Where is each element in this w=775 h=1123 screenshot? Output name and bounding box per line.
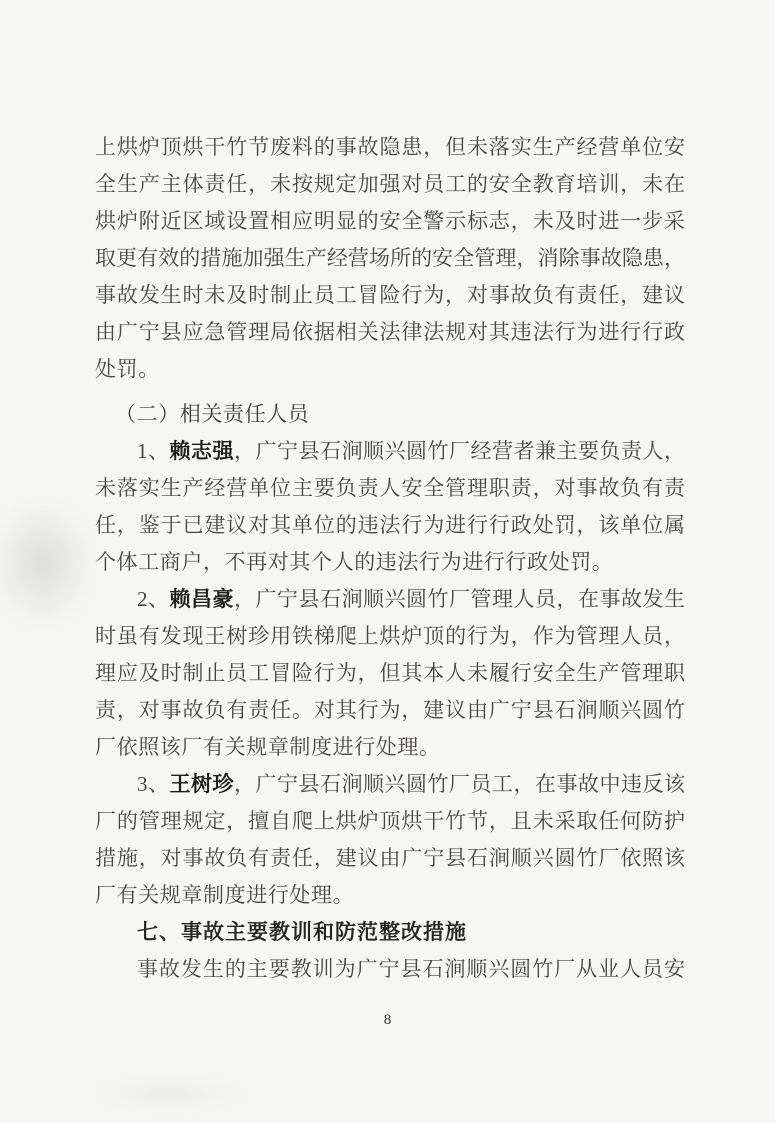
text-line [95, 277, 685, 314]
text-line [95, 840, 685, 877]
text-line [95, 240, 685, 277]
text-line [95, 351, 685, 388]
text-segment: 未落实生产经营单位主要负责人安全管理职责，对事故负有责 [95, 476, 685, 500]
text-segment: ，广宁县石涧顺兴圆竹厂经营者兼主要负责人， [234, 439, 685, 463]
text-segment: 2、 [137, 587, 170, 611]
text-segment: 取更有效的措施加强生产经营场所的安全管理，消除事故隐患， [95, 246, 685, 270]
text-segment: 事故发生的主要教训为广宁县石涧顺兴圆竹厂从业人员安 [137, 957, 685, 981]
text-line [95, 692, 685, 729]
text-line [95, 129, 685, 166]
text-line [95, 203, 685, 240]
text-line [95, 618, 685, 655]
text-line [95, 470, 685, 507]
text-line [95, 581, 685, 618]
text-line [95, 433, 685, 470]
text-segment: 理应及时制止员工冒险行为，但其本人未履行安全生产管理职 [95, 661, 685, 685]
text-segment: 个体工商户，不再对其个人的违法行为进行行政处罚。 [95, 550, 614, 574]
text-segment: 3、 [137, 772, 170, 796]
text-line [95, 507, 685, 544]
person-name: 赖昌豪 [169, 587, 234, 611]
text-line [95, 544, 685, 581]
text-segment: 七、事故主要教训和防范整改措施 [137, 921, 467, 944]
person-name: 赖志强 [169, 439, 234, 463]
text-segment: 事故发生时未及时制止员工冒险行为，对事故负有责任，建议 [95, 283, 685, 307]
text-line [95, 877, 685, 914]
text-line [95, 729, 685, 766]
text-segment: ，广宁县石涧顺兴圆竹厂员工，在事故中违反该 [234, 772, 685, 796]
text-line [95, 314, 685, 351]
text-line [95, 655, 685, 692]
text-segment: 厂的管理规定，擅自爬上烘炉顶烘干竹节，且未采取任何防护 [95, 809, 685, 833]
text-line [95, 166, 685, 203]
scan-smudge-left [0, 498, 95, 628]
scan-smudge-bottom [92, 1080, 247, 1108]
text-segment: 责，对事故负有责任。对其行为，建议由广宁县石涧顺兴圆竹 [95, 698, 685, 722]
subsection-heading [95, 396, 685, 433]
text-segment: 1、 [137, 439, 170, 463]
text-segment: 措施，对事故负有责任，建议由广宁县石涧顺兴圆竹厂依照该 [95, 846, 685, 870]
section-heading [95, 914, 685, 951]
text-line [95, 766, 685, 803]
text-segment: ，广宁县石涧顺兴圆竹厂管理人员，在事故发生 [234, 587, 685, 611]
text-segment: 任，鉴于已建议对其单位的违法行为进行行政处罚，该单位属 [95, 513, 685, 537]
text-segment: 由广宁县应急管理局依据相关法律法规对其违法行为进行行政 [95, 320, 685, 344]
text-line [95, 951, 685, 988]
text-segment: 厂有关规章制度进行处理。 [95, 883, 355, 907]
page-number: 8 [383, 1012, 392, 1028]
text-block [95, 129, 685, 988]
text-segment: 烘炉附近区域设置相应明显的安全警示标志，未及时进一步采 [95, 209, 685, 233]
text-segment: 上烘炉顶烘干竹节废料的事故隐患，但未落实生产经营单位安 [95, 135, 685, 159]
person-name: 王树珍 [169, 772, 234, 796]
text-segment: 处罚。 [95, 357, 160, 381]
text-line [95, 803, 685, 840]
text-segment: 全生产主体责任，未按规定加强对员工的安全教育培训，未在 [95, 172, 685, 196]
text-segment: （二）相关责任人员 [115, 402, 310, 426]
text-segment: 厂依照该厂有关规章制度进行处理。 [95, 735, 441, 759]
text-segment: 时虽有发现王树珍用铁梯爬上烘炉顶的行为，作为管理人员， [95, 624, 685, 648]
